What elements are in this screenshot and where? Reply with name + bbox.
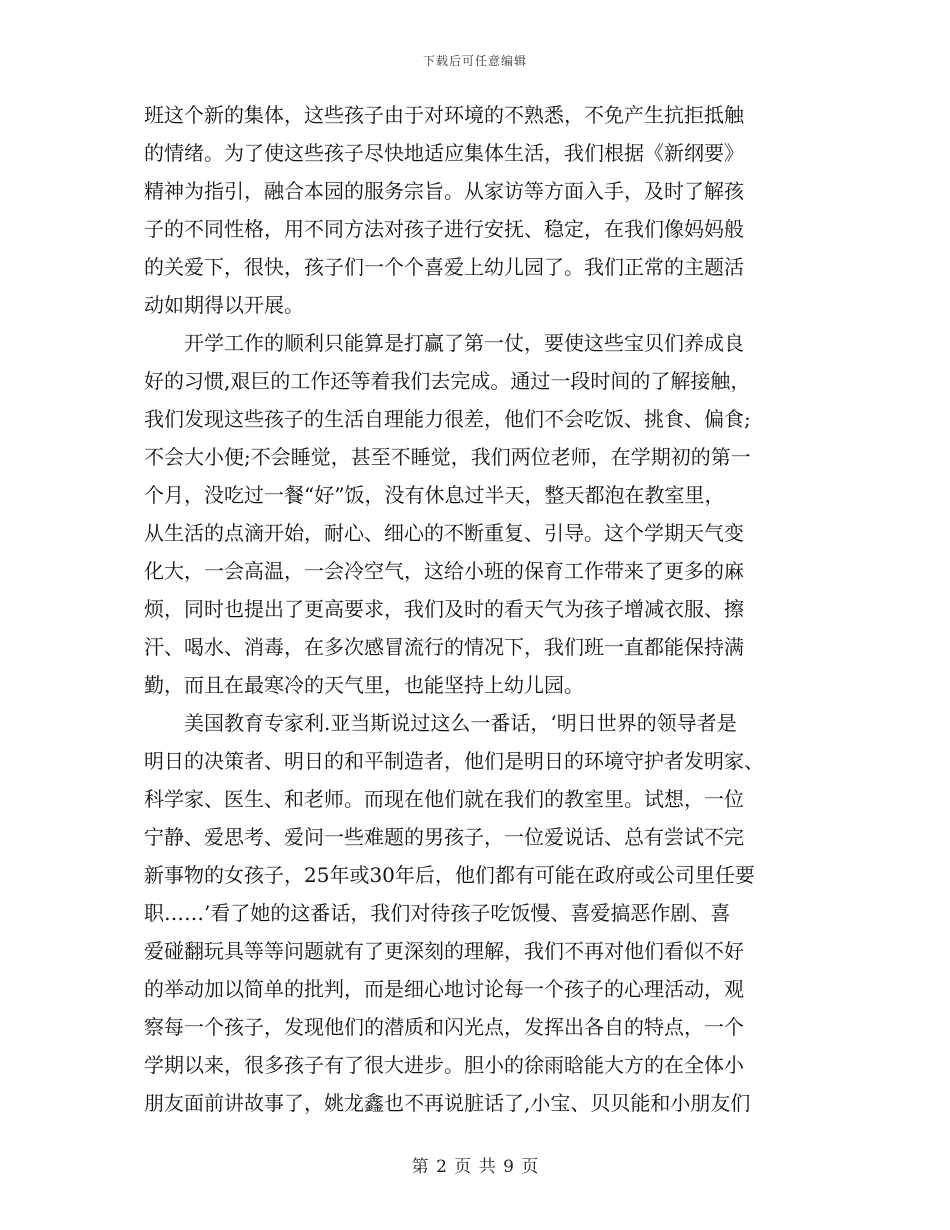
text-line: 汗、喝水、消毒，在多次感冒流行的情况下，我们班一直都能保持满: [144, 635, 744, 659]
paragraph-first-line: 美国教育专家利.亚当斯说过这么一番话，‘明日世界的领导者是: [184, 711, 737, 735]
text-line: 勤，而且在最寒冷的天气里，也能坚持上幼儿园。: [144, 673, 584, 697]
text-line: 职……’看了她的这番话，我们对待孩子吃饭慢、喜爱搞恶作剧、喜: [144, 901, 731, 925]
text-line: 好的习惯,艰巨的工作还等着我们去完成。通过一段时间的了解接触，: [144, 369, 751, 393]
text-line: 从生活的点滴开始，耐心、细心的不断重复、引导。这个学期天气变: [144, 521, 744, 545]
text-line: 的举动加以简单的批判，而是细心地讨论每一个孩子的心理活动，观: [144, 977, 744, 1001]
text-line: 子的不同性格，用不同方法对孩子进行安抚、稳定，在我们像妈妈般: [144, 217, 744, 241]
text-line: 宁静、爱思考、爱问一些难题的男孩子，一位爱说话、总有尝试不完: [144, 825, 744, 849]
document-body: [144, 96, 808, 1122]
text-line: 朋友面前讲故事了，姚龙鑫也不再说脏话了,小宝、贝贝能和小朋友们: [144, 1091, 751, 1115]
text-line: 新事物的女孩子，25年或30年后，他们都有可能在政府或公司里任要: [144, 863, 755, 887]
page-number-footer: 第 2 页 共 9 页: [411, 1157, 539, 1177]
text-line: 班这个新的集体，这些孩子由于对环境的不熟悉，不免产生抗拒抵触: [144, 103, 744, 127]
text-line: 动如期得以开展。: [144, 293, 304, 317]
text-line: 爱碰翻玩具等等问题就有了更深刻的理解，我们不再对他们看似不好: [144, 939, 744, 963]
text-line: 烦，同时也提出了更高要求，我们及时的看天气为孩子增减衣服、擦: [144, 597, 744, 621]
text-line: 不会大小便;不会睡觉，甚至不睡觉，我们两位老师，在学期初的第一: [144, 445, 751, 469]
text-line: 察每一个孩子，发现他们的潜质和闪光点，发挥出各自的特点，一个: [144, 1015, 744, 1039]
text-line: 化大，一会高温，一会冷空气，这给小班的保育工作带来了更多的麻: [144, 559, 744, 583]
text-line: 学期以来，很多孩子有了很大进步。胆小的徐雨晗能大方的在全体小: [144, 1053, 744, 1077]
text-line: 精神为指引，融合本园的服务宗旨。从家访等方面入手，及时了解孩: [144, 179, 744, 203]
text-line: 的情绪。为了使这些孩子尽快地适应集体生活，我们根据《新纲要》: [144, 141, 744, 165]
text-line: 的关爱下，很快，孩子们一个个喜爱上幼儿园了。我们正常的主题活: [144, 255, 744, 279]
paragraph-first-line: 开学工作的顺利只能算是打赢了第一仗，要使这些宝贝们养成良: [184, 331, 744, 355]
text-line: 明日的决策者、明日的和平制造者，他们是明日的环境守护者发明家、: [144, 749, 764, 773]
page-header: 下载后可任意编辑: [422, 54, 527, 68]
text-line: 我们发现这些孩子的生活自理能力很差，他们不会吃饭、挑食、偏食;: [144, 407, 751, 431]
text-line: 科学家、医生、和老师。而现在他们就在我们的教室里。试想，一位: [144, 787, 744, 811]
text-line: 个月，没吃过一餐“好”饭，没有休息过半天，整天都泡在教室里，: [144, 483, 725, 507]
